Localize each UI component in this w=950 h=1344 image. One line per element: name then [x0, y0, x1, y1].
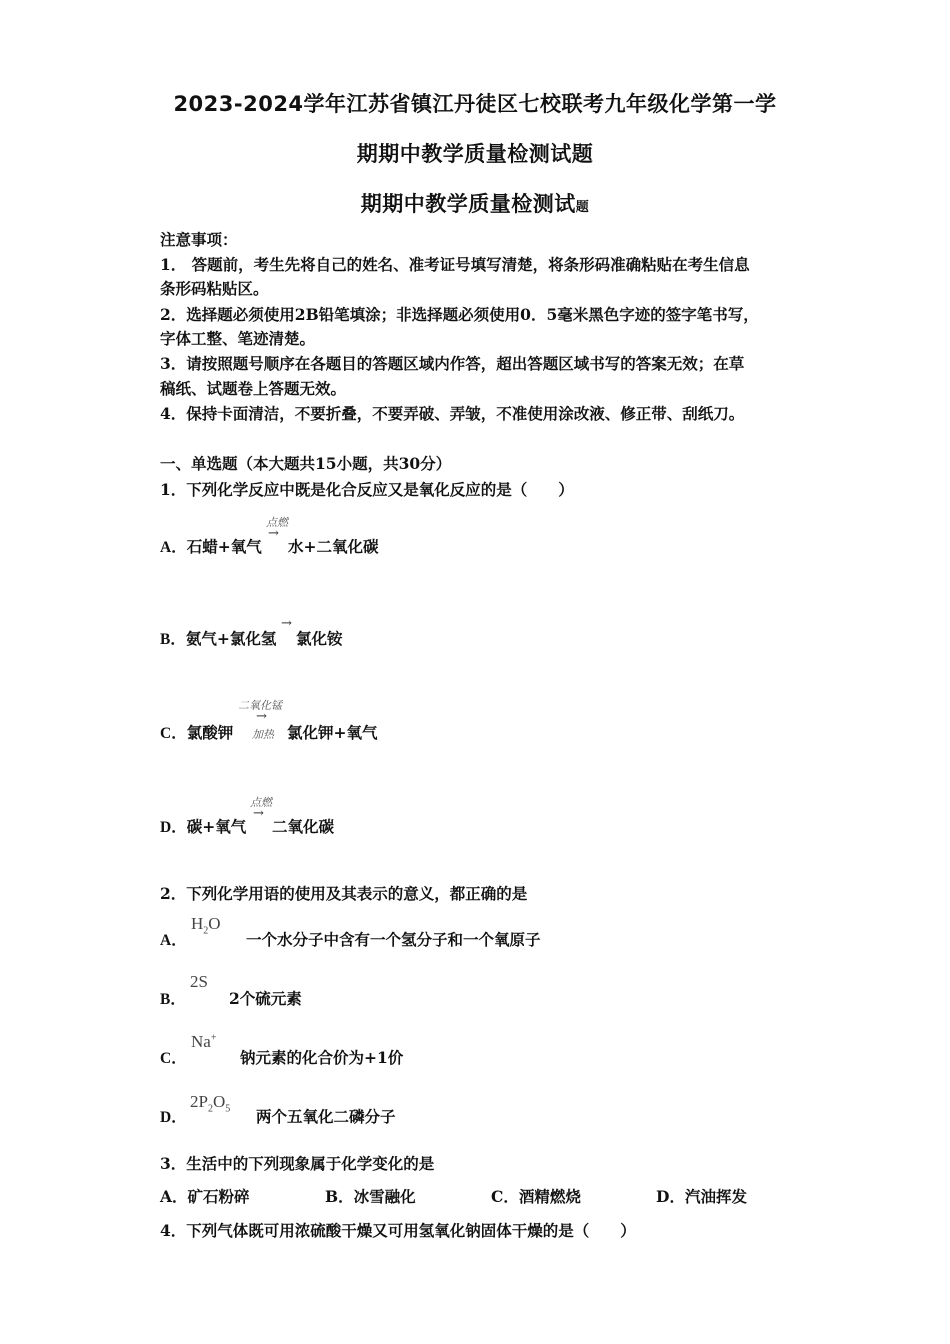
notice-heading: 注意事项：: [160, 230, 238, 249]
option-label: D．: [160, 819, 187, 836]
option-label: B．: [160, 631, 186, 648]
q2-option-a-label: [160, 928, 187, 950]
option-label: C．: [160, 1050, 187, 1067]
option-label: B．: [160, 991, 186, 1008]
q2-option-c-label: [160, 1046, 187, 1068]
reaction-arrow-icon: →: [253, 806, 264, 821]
q1-c-condition-bottom: 加热: [252, 728, 274, 741]
formula-2p2o5: $2P_2O_5$: [190, 1092, 231, 1115]
reaction-arrow-icon: →: [256, 709, 267, 724]
doc-title-line3: [0, 188, 950, 218]
doc-title-line2: 期期中教学质量检测试题: [356, 142, 594, 166]
q3-option-d: D．汽油挥发: [656, 1187, 747, 1206]
q2-b-text: 2个硫元素: [229, 989, 302, 1008]
q1-option-a: [160, 535, 262, 557]
q2-a-text: 一个水分子中含有一个氢分子和一个氧原子: [246, 930, 541, 949]
q2-option-b-label: [160, 987, 186, 1009]
formula-na-ion: Na+: [191, 1032, 217, 1051]
option-left: 氨气+氯化氢: [185, 629, 277, 648]
q3-option-c: C．酒精燃烧: [491, 1187, 581, 1206]
formula-2s: 2S: [190, 972, 208, 991]
doc-title-line3-small: 题: [575, 200, 590, 215]
q1-stem: 1．下列化学反应中既是化合反应又是氧化反应的是（ ）: [160, 480, 574, 499]
option-label: D．: [160, 1109, 187, 1126]
q3-option-a: A．矿石粉碎: [160, 1187, 250, 1206]
q1-c-condition-top: 二氧化锰: [238, 699, 282, 712]
notice-item: 字体工整、笔迹清楚。: [160, 329, 316, 348]
reaction-arrow-icon: →: [268, 526, 279, 541]
doc-title-line1: 2023-2024学年江苏省镇江丹徒区七校联考九年级化学第一学: [173, 92, 777, 116]
q3-stem: 3．生活中的下列现象属于化学变化的是: [160, 1154, 435, 1173]
q1-option-d: [160, 815, 246, 837]
q1-b-product: 氯化铵: [296, 629, 343, 648]
q1-a-product: 水+二氧化碳: [288, 537, 379, 556]
q2-d-text: 两个五氧化二磷分子: [256, 1107, 396, 1126]
option-label: A．: [160, 932, 187, 949]
option-label: C．: [160, 725, 187, 742]
q2-c-text: 钠元素的化合价为+1价: [240, 1048, 404, 1067]
notice-item: 条形码粘贴区。: [160, 279, 269, 298]
formula-h2o: $H_2O$: [191, 914, 221, 937]
q2-option-d-label: [160, 1105, 187, 1127]
q1-a-condition: 点燃: [266, 516, 288, 529]
option-left: 氯酸钾: [186, 723, 234, 742]
q4-stem: 4．下列气体既可用浓硫酸干燥又可用氢氧化钠固体干燥的是（ ）: [160, 1221, 636, 1240]
notice-item: 4．保持卡面清洁，不要折叠，不要弄破、弄皱，不准使用涂改液、修正带、刮纸刀。: [160, 404, 745, 423]
notice-item: 1． 答题前，考生先将自己的姓名、准考证号填写清楚，将条形码准确粘贴在考生信息: [160, 255, 750, 274]
q1-option-c: [160, 721, 233, 743]
option-left: 碳+氧气: [186, 817, 247, 836]
reaction-arrow-icon: →: [281, 616, 292, 631]
option-left: 石蜡+氧气: [186, 537, 262, 556]
q1-c-product: 氯化钾+氧气: [287, 723, 378, 742]
q1-d-product: 二氧化碳: [272, 817, 335, 836]
notice-item: 3．请按照题号顺序在各题目的答题区域内作答，超出答题区域书写的答案无效；在草: [160, 354, 745, 373]
section-heading: 一、单选题（本大题共15小题，共30分）: [160, 454, 452, 473]
q1-d-condition: 点燃: [250, 796, 272, 809]
q3-option-b: B．冰雪融化: [325, 1187, 416, 1206]
option-label: A．: [160, 539, 187, 556]
notice-item: 稿纸、试题卷上答题无效。: [160, 379, 347, 398]
q1-option-b: [160, 627, 276, 649]
notice-item: 2．选择题必须使用2B铅笔填涂；非选择题必须使用0．5毫米黑色字迹的签字笔书写，: [160, 305, 759, 324]
doc-title-line3-main: 期期中教学质量检测试: [360, 192, 576, 216]
q2-stem: 2．下列化学用语的使用及其表示的意义，都正确的是: [160, 884, 528, 903]
